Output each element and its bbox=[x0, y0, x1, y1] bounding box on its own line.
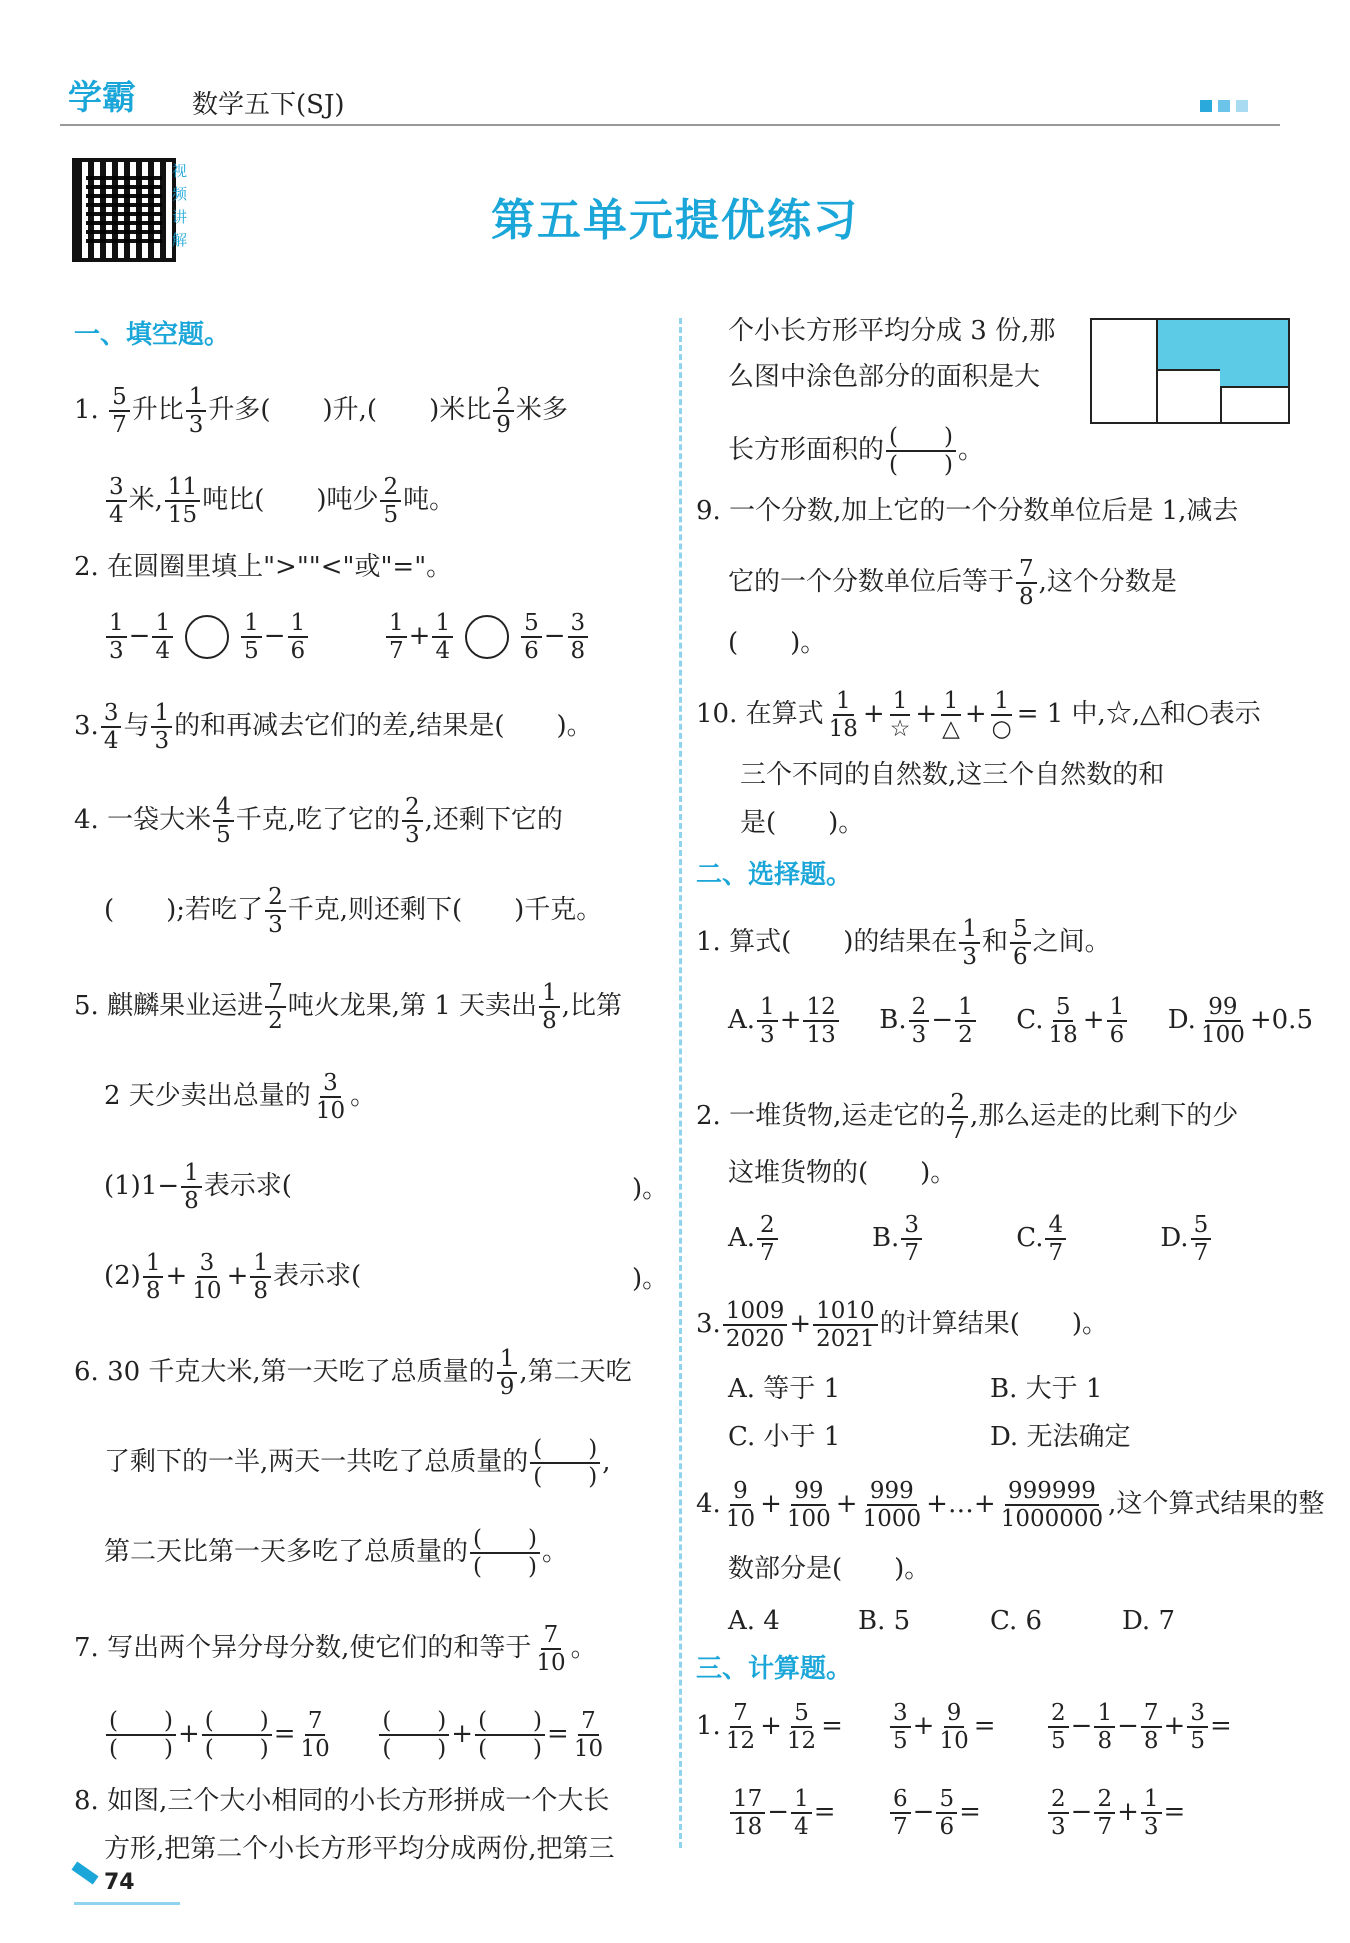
choice-4-option-b: B. 5 bbox=[858, 1606, 911, 1636]
rectangle-figure bbox=[1090, 318, 1290, 424]
calc-row-2c: $\frac{2}{3}$ − $\frac{2}{7}$ + $\frac{1}{3}$ = bbox=[1046, 1786, 1185, 1840]
question-1-line1: 1. $\frac{5}{7}$ 升比 $\frac{1}{3}$ 升多( )升,( )米比 $\frac{2}{9}$ 米多 bbox=[74, 384, 568, 438]
page-number: 74 bbox=[104, 1870, 135, 1895]
calc-row-1b: $\frac{3}{5}$ + $\frac{9}{10}$ = bbox=[888, 1700, 996, 1754]
question-10-line3: 是( )。 bbox=[740, 808, 865, 838]
question-5-line1: 5. 麒麟果业运进 $\frac{7}{2}$ 吨火龙果,第 1 天卖出 $\frac{1}{8}$ ,比第 bbox=[74, 980, 622, 1034]
choice-4-option-c: C. 6 bbox=[990, 1606, 1043, 1636]
question-6-line2: 了剩下的一半,两天一共吃了总质量的 $\frac{( )}{( )}$ , bbox=[104, 1436, 611, 1490]
choice-4-option-d: D. 7 bbox=[1122, 1606, 1175, 1636]
book-subject: 数学五下(SJ) bbox=[192, 90, 345, 120]
calc-row-2a: $\frac{17}{18}$ − $\frac{1}{4}$ = bbox=[728, 1786, 836, 1840]
question-2: 2. 在圆圈里填上">""<"或"="。 bbox=[74, 552, 453, 582]
choice-3-option-d: D. 无法确定 bbox=[990, 1422, 1131, 1452]
choice-4-option-a: A. 4 bbox=[728, 1606, 780, 1636]
question-5-part1: (1)1− $\frac{1}{8}$ 表示求( bbox=[104, 1160, 292, 1214]
question-10-line2: 三个不同的自然数,这三个自然数的和 bbox=[740, 760, 1165, 790]
question-8-line3: 个小长方形平均分成 3 份,那 bbox=[728, 316, 1056, 346]
question-6-line3: 第二天比第一天多吃了总质量的 $\frac{( )}{( )}$ 。 bbox=[104, 1526, 568, 1580]
question-9-line1: 9. 一个分数,加上它的一个分数单位后是 1,减去 bbox=[696, 496, 1239, 526]
choice-2-line2: 这堆货物的( )。 bbox=[728, 1158, 957, 1188]
choice-3-option-b: B. 大于 1 bbox=[990, 1374, 1103, 1404]
question-7: 7. 写出两个异分母分数,使它们的和等于 $\frac{7}{10}$ 。 bbox=[74, 1622, 597, 1676]
question-3: 3. $\frac{3}{4}$ 与 $\frac{1}{3}$ 的和再减去它们的差,结果是( )。 bbox=[74, 700, 593, 754]
calc-row-2b: $\frac{6}{7}$ − $\frac{5}{6}$ = bbox=[888, 1786, 981, 1840]
question-5-part2: (2) $\frac{1}{8}$ + $\frac{3}{10}$ + $\frac{1}{8}$ 表示求( bbox=[104, 1250, 362, 1304]
choice-4: 4. $\frac{9}{10}$ + $\frac{99}{100}$ + $\frac{999}{1000}$ +…+ $\frac{999999}{1000000}$ ,这个算式结果的整 bbox=[696, 1478, 1325, 1532]
question-5-line2: 2 天少卖出总量的 $\frac{3}{10}$ 。 bbox=[104, 1070, 377, 1124]
question-9-line3: ( )。 bbox=[728, 628, 827, 658]
question-6-line1: 6. 30 千克大米,第一天吃了总质量的 $\frac{1}{9}$ ,第二天吃 bbox=[74, 1346, 632, 1400]
question-2-compare-a: $\frac{1}{3}$ − $\frac{1}{4}$ $\frac{1}{5}$ − $\frac{1}{6}$ bbox=[104, 610, 310, 664]
column-divider bbox=[679, 318, 682, 1848]
section-calc-heading: 三、计算题。 bbox=[696, 1654, 853, 1684]
question-8-line2: 方形,把第二个小长方形平均分成两份,把第三 bbox=[104, 1834, 615, 1864]
question-1-line2: $\frac{3}{4}$ 米, $\frac{11}{15}$ 吨比( )吨少 $\frac{2}{5}$ 吨。 bbox=[104, 474, 455, 528]
page-number-rule bbox=[74, 1902, 180, 1905]
question-9-line2: 它的一个分数单位后等于 $\frac{7}{8}$ ,这个分数是 bbox=[728, 556, 1177, 610]
header-rule bbox=[60, 124, 1280, 126]
question-5-part2-close: )。 bbox=[632, 1264, 669, 1294]
question-4-line1: 4. 一袋大米 $\frac{4}{5}$ 千克,吃了它的 $\frac{2}{3}$ ,还剩下它的 bbox=[74, 794, 563, 848]
header-square-icon bbox=[1236, 100, 1248, 112]
header-square-icon bbox=[1200, 100, 1212, 112]
section-choice-heading: 二、选择题。 bbox=[696, 860, 853, 890]
choice-4-line2: 数部分是( )。 bbox=[728, 1554, 931, 1584]
answer-circle[interactable] bbox=[465, 615, 509, 659]
question-5-part1-close: )。 bbox=[632, 1174, 669, 1204]
choice-1: 1. 算式( )的结果在 $\frac{1}{3}$ 和 $\frac{5}{6}$ 之间。 bbox=[696, 916, 1111, 970]
choice-3-option-c: C. 小于 1 bbox=[728, 1422, 841, 1452]
question-8-line4: 么图中涂色部分的面积是大 bbox=[728, 362, 1041, 392]
choice-3-option-a: A. 等于 1 bbox=[728, 1374, 841, 1404]
qr-label: 视频讲解 bbox=[172, 162, 188, 249]
choice-3: 3. $\frac{1009}{2020}$ + $\frac{1010}{2021}$ 的计算结果( )。 bbox=[696, 1298, 1108, 1352]
choice-2-line1: 2. 一堆货物,运走它的 $\frac{2}{7}$ ,那么运走的比剩下的少 bbox=[696, 1090, 1239, 1144]
choice-2-options: A. $\frac{2}{7}$ B. $\frac{3}{7}$ C. $\frac{4}{7}$ D. $\frac{5}{7}$ bbox=[728, 1212, 1213, 1266]
brand-logo: 学霸 bbox=[68, 78, 136, 118]
question-7-answer-row: $\frac{( )}{( )}$ + $\frac{( )}{( )}$ = $\frac{7}{10}$ $\frac{( )}{( )}$ + $\frac{( )}{( )}$ = $\frac{7}{10}$ bbox=[104, 1708, 608, 1762]
question-10-line1: 10. 在算式 $\frac{1}{18}$ + $\frac{1}{☆}$ + $\frac{1}{\triangle}$ + $\frac{1}{○}$ = 1 中,☆,△和○表示 bbox=[696, 688, 1261, 742]
calc-row-1c: $\frac{2}{5}$ − $\frac{1}{8}$ − $\frac{7}{8}$ + $\frac{3}{5}$ = bbox=[1046, 1700, 1232, 1754]
question-4-line2: ( );若吃了 $\frac{2}{3}$ 千克,则还剩下( )千克。 bbox=[104, 884, 603, 938]
header-square-icon bbox=[1218, 100, 1230, 112]
pencil-icon bbox=[71, 1861, 98, 1884]
question-8-line1: 8. 如图,三个大小相同的小长方形拼成一个大长 bbox=[74, 1786, 610, 1816]
answer-circle[interactable] bbox=[185, 615, 229, 659]
question-8-line5: 长方形面积的 $\frac{( )}{( )}$ 。 bbox=[728, 424, 984, 478]
section-fill-heading: 一、填空题。 bbox=[74, 320, 231, 350]
page-title: 第五单元提优练习 bbox=[491, 195, 859, 246]
question-2-compare-b: $\frac{1}{7}$ + $\frac{1}{4}$ $\frac{5}{6}$ − $\frac{3}{8}$ bbox=[384, 610, 590, 664]
choice-1-options: A. $\frac{1}{3}$ + $\frac{12}{13}$ B. $\frac{2}{3}$ − $\frac{1}{2}$ C. $\frac{5}{18}$ + $\frac{1}{6}$ D. $\frac{99}{100}$ +0.5 bbox=[728, 994, 1313, 1048]
calc-row-1: 1. $\frac{7}{12}$ + $\frac{5}{12}$ = bbox=[696, 1700, 843, 1754]
